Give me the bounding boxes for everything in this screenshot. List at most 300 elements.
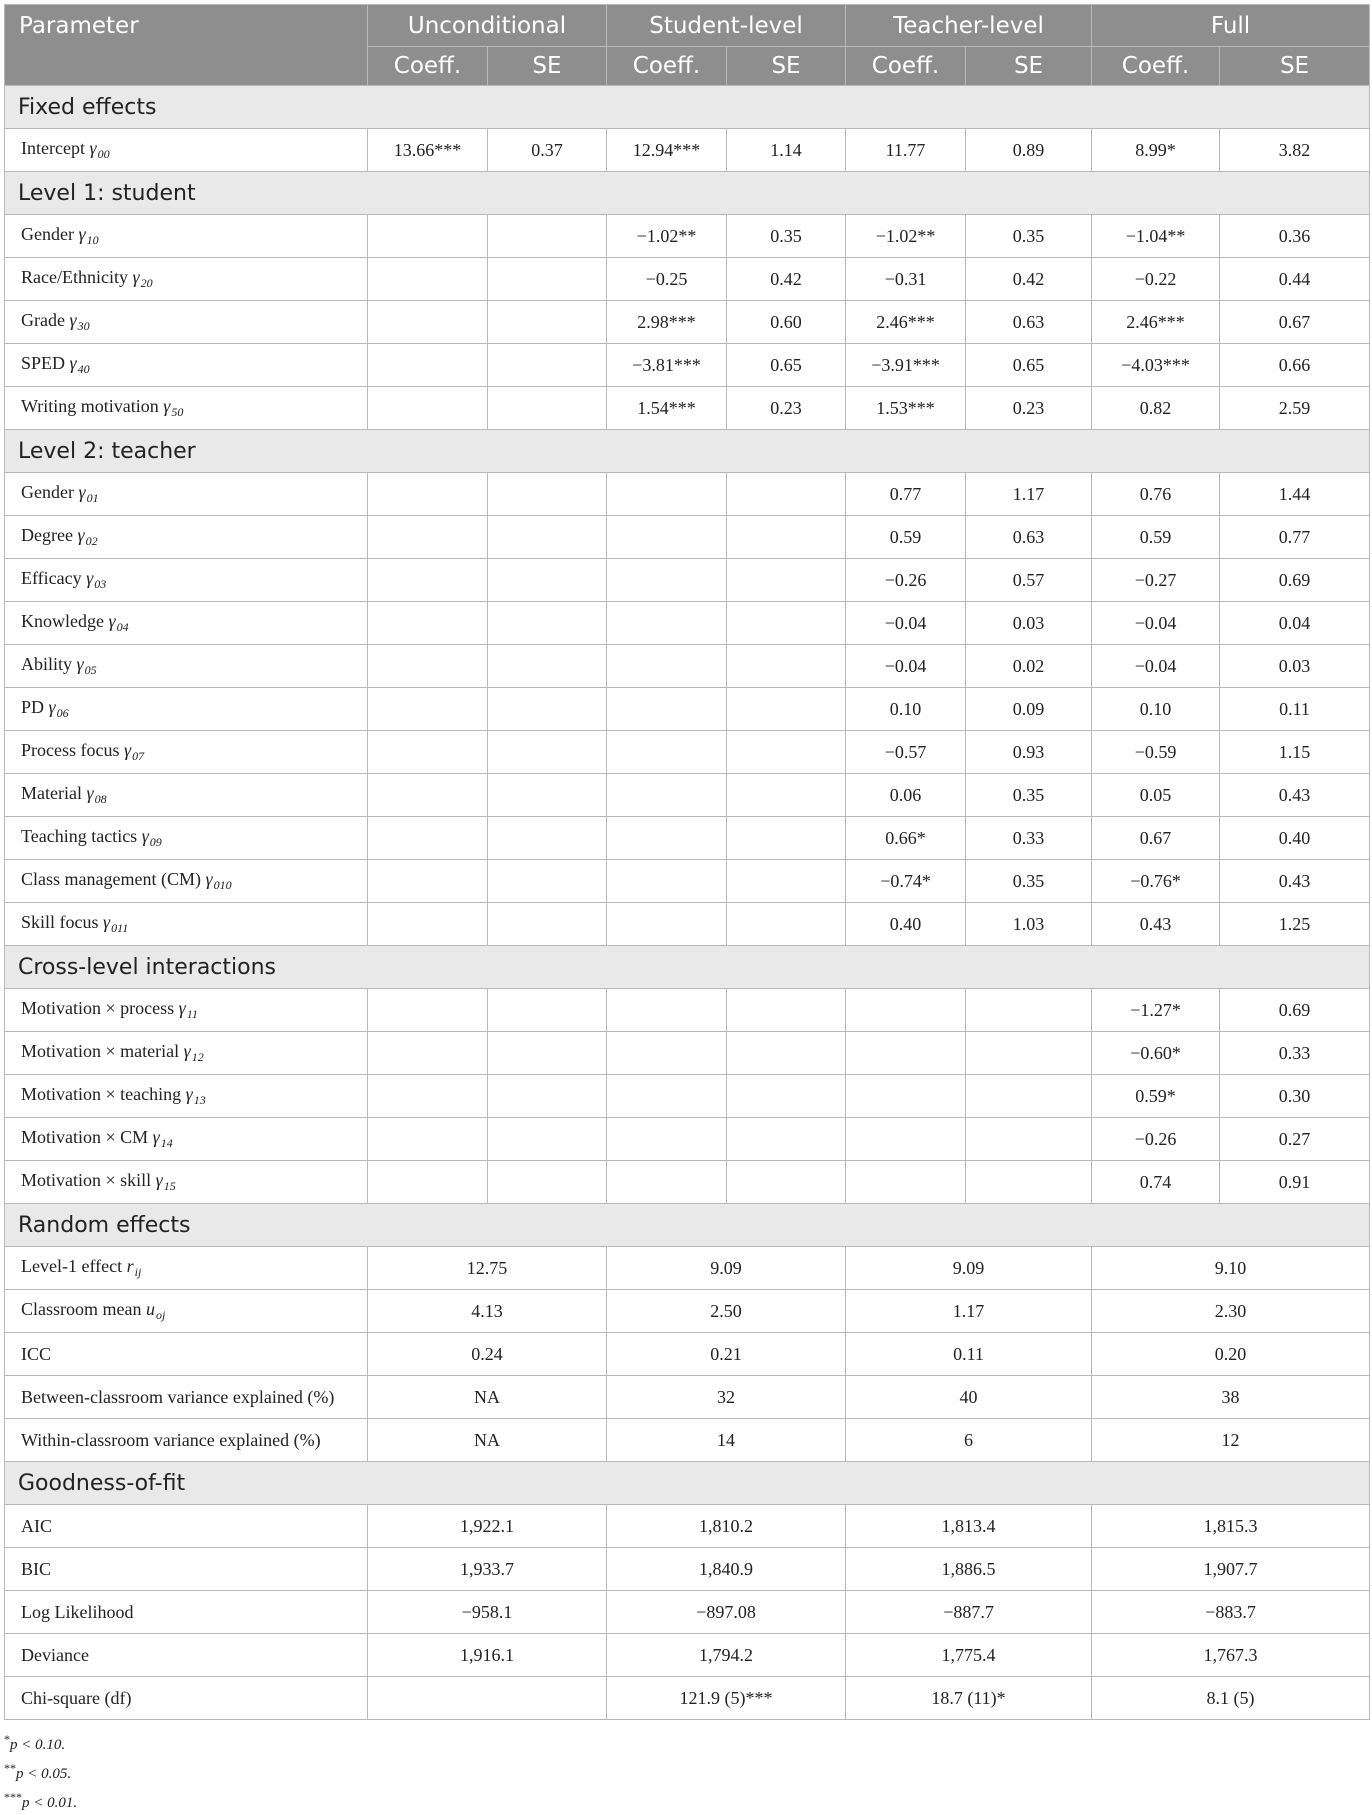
- row-label: [5, 602, 368, 645]
- table-cell: 12.94***: [607, 129, 727, 172]
- table-cell: 1,922.1: [368, 1505, 607, 1548]
- row-label: [5, 473, 368, 516]
- table-cell: 0.44: [1220, 258, 1370, 301]
- row-subscript: ij: [134, 1265, 142, 1279]
- row-label-text: Grade: [21, 310, 65, 330]
- table-cell: 1.14: [727, 129, 846, 172]
- table-cell: −0.76*: [1092, 860, 1220, 903]
- table-cell: 0.59*: [1092, 1075, 1220, 1118]
- table-cell: 2.59: [1220, 387, 1370, 430]
- table-row: [5, 129, 1370, 172]
- table-cell: [368, 1032, 488, 1075]
- table-cell: 0.30: [1220, 1075, 1370, 1118]
- table-cell: [488, 559, 607, 602]
- header-se: SE: [488, 47, 607, 86]
- table-cell: −3.81***: [607, 344, 727, 387]
- table-cell: 0.03: [966, 602, 1092, 645]
- table-container: [4, 4, 1369, 1815]
- footnote-text: p < 0.10.: [10, 1737, 66, 1753]
- section-header: [5, 172, 1370, 215]
- table-cell: 1,886.5: [846, 1548, 1092, 1591]
- table-cell: 0.43: [1220, 860, 1370, 903]
- table-cell: 0.06: [846, 774, 966, 817]
- table-row: [5, 1247, 1370, 1290]
- table-cell: [488, 344, 607, 387]
- row-label: [5, 559, 368, 602]
- table-cell: 0.91: [1220, 1161, 1370, 1204]
- table-cell: 0.77: [1220, 516, 1370, 559]
- table-row: [5, 301, 1370, 344]
- table-row: [5, 1376, 1370, 1419]
- table-cell: [727, 817, 846, 860]
- table-cell: [727, 473, 846, 516]
- row-subscript: 13: [193, 1093, 206, 1107]
- table-cell: 0.11: [1220, 688, 1370, 731]
- table-row: [5, 903, 1370, 946]
- table-cell: 0.65: [727, 344, 846, 387]
- table-cell: 0.67: [1092, 817, 1220, 860]
- row-label: [5, 1376, 368, 1419]
- table-cell: [966, 1118, 1092, 1161]
- table-cell: −1.02**: [846, 215, 966, 258]
- row-subscript: 010: [213, 878, 232, 892]
- header-se: SE: [727, 47, 846, 86]
- header-group-teacher-level: Teacher-level: [846, 5, 1092, 47]
- row-symbol: γ: [155, 1170, 163, 1190]
- row-symbol: γ: [183, 1041, 191, 1061]
- table-cell: 1,767.3: [1092, 1634, 1370, 1677]
- row-label: [5, 344, 368, 387]
- table-cell: 2.30: [1092, 1290, 1370, 1333]
- section-title: Cross-level interactions: [5, 946, 1370, 989]
- table-cell: −1.02**: [607, 215, 727, 258]
- row-subscript: 02: [85, 534, 98, 548]
- table-cell: 0.93: [966, 731, 1092, 774]
- row-symbol: γ: [152, 1127, 160, 1147]
- row-label-text: Motivation × teaching: [21, 1084, 182, 1104]
- table-cell: 0.42: [966, 258, 1092, 301]
- row-label-text: Writing motivation: [21, 396, 159, 416]
- row-label: [5, 860, 368, 903]
- table-cell: −0.74*: [846, 860, 966, 903]
- section-header: [5, 430, 1370, 473]
- table-cell: 6: [846, 1419, 1092, 1462]
- table-cell: [368, 602, 488, 645]
- row-subscript: 00: [97, 147, 110, 161]
- row-label-text: Classroom mean: [21, 1299, 142, 1319]
- row-label-text: Knowledge: [21, 611, 104, 631]
- table-cell: 14: [607, 1419, 846, 1462]
- row-label: [5, 1677, 368, 1720]
- table-cell: 12: [1092, 1419, 1370, 1462]
- section-title: Level 2: teacher: [5, 430, 1370, 473]
- table-cell: −883.7: [1092, 1591, 1370, 1634]
- row-symbol: γ: [78, 482, 86, 502]
- row-label-text: Process focus: [21, 740, 120, 760]
- table-cell: [368, 387, 488, 430]
- row-subscript: 03: [94, 577, 107, 591]
- table-cell: 0.35: [966, 860, 1092, 903]
- row-label-text: Intercept: [21, 138, 85, 158]
- table-cell: [488, 1118, 607, 1161]
- table-cell: [607, 1075, 727, 1118]
- table-footnotes: [4, 1728, 1369, 1815]
- row-label-text: SPED: [21, 353, 66, 373]
- table-cell: 0.35: [966, 774, 1092, 817]
- table-cell: 1,933.7: [368, 1548, 607, 1591]
- table-cell: [607, 1032, 727, 1075]
- row-symbol: γ: [103, 912, 111, 932]
- row-label: [5, 301, 368, 344]
- row-label-text: Class management (CM): [21, 869, 201, 889]
- footnote-text: p < 0.05.: [16, 1766, 72, 1782]
- row-subscript: 07: [132, 749, 145, 763]
- table-cell: [368, 516, 488, 559]
- table-cell: 0.10: [846, 688, 966, 731]
- table-cell: [488, 817, 607, 860]
- table-cell: [488, 215, 607, 258]
- row-label-text: Chi-square (df): [21, 1687, 132, 1708]
- row-symbol: r: [126, 1256, 134, 1276]
- footnote: [4, 1728, 1369, 1757]
- table-cell: [368, 903, 488, 946]
- row-label: [5, 688, 368, 731]
- table-row: [5, 1118, 1370, 1161]
- table-cell: −958.1: [368, 1591, 607, 1634]
- table-cell: [368, 215, 488, 258]
- table-row: [5, 516, 1370, 559]
- row-label-text: ICC: [21, 1343, 52, 1364]
- row-symbol: γ: [163, 396, 171, 416]
- row-symbol: u: [145, 1299, 155, 1319]
- row-label: [5, 1118, 368, 1161]
- table-cell: 0.74: [1092, 1161, 1220, 1204]
- table-cell: [488, 258, 607, 301]
- table-cell: NA: [368, 1419, 607, 1462]
- row-label-text: Gender: [21, 224, 74, 244]
- table-cell: −3.91***: [846, 344, 966, 387]
- table-row: [5, 688, 1370, 731]
- table-cell: [846, 1118, 966, 1161]
- table-cell: 0.66*: [846, 817, 966, 860]
- row-symbol: γ: [89, 138, 97, 158]
- table-cell: [607, 473, 727, 516]
- table-cell: [607, 774, 727, 817]
- row-label-text: BIC: [21, 1558, 52, 1579]
- header-se: SE: [1220, 47, 1370, 86]
- table-cell: [846, 1075, 966, 1118]
- header-parameter: Parameter: [5, 5, 368, 86]
- row-label-text: Motivation × CM: [21, 1127, 149, 1147]
- table-cell: 1,810.2: [607, 1505, 846, 1548]
- table-row: [5, 1548, 1370, 1591]
- table-cell: 9.09: [607, 1247, 846, 1290]
- table-cell: [727, 602, 846, 645]
- table-row: [5, 1075, 1370, 1118]
- row-label: [5, 516, 368, 559]
- row-symbol: γ: [69, 353, 77, 373]
- section-title: Fixed effects: [5, 86, 1370, 129]
- table-row: [5, 1419, 1370, 1462]
- table-cell: −0.04: [846, 645, 966, 688]
- table-cell: 2.46***: [846, 301, 966, 344]
- table-cell: −0.26: [1092, 1118, 1220, 1161]
- section-title: Goodness-of-fit: [5, 1462, 1370, 1505]
- table-cell: [727, 774, 846, 817]
- table-cell: 0.69: [1220, 989, 1370, 1032]
- row-subscript: oj: [155, 1308, 166, 1322]
- row-label-text: Deviance: [21, 1644, 89, 1665]
- table-cell: [966, 1161, 1092, 1204]
- table-cell: 11.77: [846, 129, 966, 172]
- table-cell: [488, 645, 607, 688]
- table-cell: 0.03: [1220, 645, 1370, 688]
- table-cell: 0.82: [1092, 387, 1220, 430]
- footnote-mark: **: [4, 1761, 16, 1775]
- table-cell: [368, 301, 488, 344]
- table-cell: 4.13: [368, 1290, 607, 1333]
- table-cell: [607, 602, 727, 645]
- table-cell: [488, 688, 607, 731]
- row-subscript: 10: [86, 233, 99, 247]
- table-cell: [966, 1075, 1092, 1118]
- table-cell: 0.43: [1220, 774, 1370, 817]
- table-cell: 0.40: [1220, 817, 1370, 860]
- table-cell: [488, 516, 607, 559]
- table-cell: [368, 645, 488, 688]
- table-cell: 8.99*: [1092, 129, 1220, 172]
- table-cell: [846, 1032, 966, 1075]
- row-label-text: Material: [21, 783, 82, 803]
- row-label: [5, 258, 368, 301]
- table-cell: 0.05: [1092, 774, 1220, 817]
- table-body: [5, 86, 1370, 1720]
- table-cell: [607, 516, 727, 559]
- table-cell: −0.25: [607, 258, 727, 301]
- table-row: [5, 817, 1370, 860]
- table-cell: [727, 1075, 846, 1118]
- table-cell: 1,813.4: [846, 1505, 1092, 1548]
- table-cell: 0.77: [846, 473, 966, 516]
- header-coeff: Coeff.: [846, 47, 966, 86]
- table-cell: [488, 301, 607, 344]
- table-cell: −1.27*: [1092, 989, 1220, 1032]
- table-row: [5, 1161, 1370, 1204]
- table-cell: 121.9 (5)***: [607, 1677, 846, 1720]
- table-cell: 0.11: [846, 1333, 1092, 1376]
- table-row: [5, 473, 1370, 516]
- table-cell: −0.04: [846, 602, 966, 645]
- table-cell: [488, 860, 607, 903]
- table-cell: 0.35: [727, 215, 846, 258]
- table-row: [5, 1677, 1370, 1720]
- row-label: [5, 903, 368, 946]
- row-subscript: 05: [84, 663, 97, 677]
- table-cell: −0.22: [1092, 258, 1220, 301]
- footnote-mark: ***: [4, 1790, 22, 1804]
- table-cell: [607, 817, 727, 860]
- table-cell: [368, 1075, 488, 1118]
- table-cell: [727, 645, 846, 688]
- row-label: [5, 387, 368, 430]
- row-label-text: Motivation × process: [21, 998, 175, 1018]
- table-cell: 1.53***: [846, 387, 966, 430]
- row-label-text: Gender: [21, 482, 74, 502]
- table-cell: 1.54***: [607, 387, 727, 430]
- row-label: [5, 1548, 368, 1591]
- table-row: [5, 774, 1370, 817]
- row-label: [5, 1634, 368, 1677]
- table-cell: 0.24: [368, 1333, 607, 1376]
- table-cell: 1.25: [1220, 903, 1370, 946]
- table-cell: 0.63: [966, 516, 1092, 559]
- table-cell: −0.31: [846, 258, 966, 301]
- table-cell: [727, 1032, 846, 1075]
- table-cell: 0.35: [966, 215, 1092, 258]
- table-cell: [727, 559, 846, 602]
- row-label-text: Ability: [21, 654, 73, 674]
- table-cell: 1,794.2: [607, 1634, 846, 1677]
- table-cell: 0.69: [1220, 559, 1370, 602]
- table-row: [5, 1634, 1370, 1677]
- table-cell: [488, 1161, 607, 1204]
- table-cell: 0.04: [1220, 602, 1370, 645]
- table-cell: −4.03***: [1092, 344, 1220, 387]
- table-cell: 13.66***: [368, 129, 488, 172]
- table-cell: 32: [607, 1376, 846, 1419]
- table-cell: 0.59: [1092, 516, 1220, 559]
- table-cell: [727, 989, 846, 1032]
- table-cell: −0.04: [1092, 645, 1220, 688]
- table-cell: [488, 473, 607, 516]
- table-cell: 1,775.4: [846, 1634, 1092, 1677]
- table-cell: [368, 817, 488, 860]
- table-cell: [727, 688, 846, 731]
- table-cell: [727, 731, 846, 774]
- table-row: [5, 1290, 1370, 1333]
- table-cell: [607, 1118, 727, 1161]
- header-group-full: Full: [1092, 5, 1370, 47]
- row-subscript: 50: [171, 405, 184, 419]
- table-cell: 0.57: [966, 559, 1092, 602]
- table-cell: [368, 1677, 607, 1720]
- table-cell: −0.04: [1092, 602, 1220, 645]
- table-cell: [846, 1161, 966, 1204]
- table-cell: 1,815.3: [1092, 1505, 1370, 1548]
- table-row: [5, 860, 1370, 903]
- row-subscript: 15: [163, 1179, 176, 1193]
- table-cell: [607, 559, 727, 602]
- table-cell: [488, 989, 607, 1032]
- row-symbol: γ: [76, 654, 84, 674]
- row-subscript: 08: [94, 792, 107, 806]
- table-cell: 1.44: [1220, 473, 1370, 516]
- table-cell: −887.7: [846, 1591, 1092, 1634]
- table-cell: 0.89: [966, 129, 1092, 172]
- table-cell: −0.57: [846, 731, 966, 774]
- table-cell: [488, 1032, 607, 1075]
- row-symbol: γ: [69, 310, 77, 330]
- row-label: [5, 1161, 368, 1204]
- section-header: [5, 86, 1370, 129]
- row-symbol: γ: [86, 783, 94, 803]
- row-label: [5, 989, 368, 1032]
- row-label: [5, 817, 368, 860]
- table-cell: −0.26: [846, 559, 966, 602]
- table-cell: 9.09: [846, 1247, 1092, 1290]
- table-cell: 0.60: [727, 301, 846, 344]
- table-cell: 12.75: [368, 1247, 607, 1290]
- table-cell: −1.04**: [1092, 215, 1220, 258]
- table-cell: 3.82: [1220, 129, 1370, 172]
- table-cell: [368, 344, 488, 387]
- row-subscript: 20: [140, 276, 153, 290]
- table-cell: 2.50: [607, 1290, 846, 1333]
- row-label-text: Log Likelihood: [21, 1601, 134, 1622]
- table-cell: −0.59: [1092, 731, 1220, 774]
- row-subscript: 011: [111, 921, 129, 935]
- table-cell: 0.76: [1092, 473, 1220, 516]
- row-subscript: 09: [149, 835, 162, 849]
- table-cell: [607, 688, 727, 731]
- table-cell: 0.36: [1220, 215, 1370, 258]
- row-label-text: AIC: [21, 1515, 52, 1536]
- table-cell: [727, 516, 846, 559]
- table-cell: 0.65: [966, 344, 1092, 387]
- table-row: [5, 387, 1370, 430]
- table-cell: [488, 774, 607, 817]
- row-symbol: γ: [178, 998, 186, 1018]
- row-symbol: γ: [132, 267, 140, 287]
- table-cell: 18.7 (11)*: [846, 1677, 1092, 1720]
- row-label: [5, 1591, 368, 1634]
- row-label-text: Degree: [21, 525, 73, 545]
- row-subscript: 12: [191, 1050, 204, 1064]
- row-symbol: γ: [141, 826, 149, 846]
- table-cell: [368, 559, 488, 602]
- header-group-unconditional: Unconditional: [368, 5, 607, 47]
- table-cell: NA: [368, 1376, 607, 1419]
- table-cell: 0.42: [727, 258, 846, 301]
- footnote-text: p < 0.01.: [22, 1795, 78, 1811]
- table-row: [5, 602, 1370, 645]
- table-cell: −897.08: [607, 1591, 846, 1634]
- table-cell: [368, 258, 488, 301]
- table-cell: [607, 860, 727, 903]
- header-group-student-level: Student-level: [607, 5, 846, 47]
- row-symbol: γ: [86, 568, 94, 588]
- table-cell: 0.37: [488, 129, 607, 172]
- table-cell: 0.27: [1220, 1118, 1370, 1161]
- row-symbol: γ: [123, 740, 132, 760]
- table-cell: [488, 1075, 607, 1118]
- table-row: [5, 1032, 1370, 1075]
- row-label: [5, 645, 368, 688]
- table-cell: [368, 860, 488, 903]
- table-cell: [846, 989, 966, 1032]
- table-row: [5, 1591, 1370, 1634]
- row-symbol: γ: [108, 611, 116, 631]
- table-cell: 8.1 (5): [1092, 1677, 1370, 1720]
- row-label: [5, 129, 368, 172]
- table-row: [5, 989, 1370, 1032]
- row-symbol: γ: [185, 1084, 193, 1104]
- table-row: [5, 731, 1370, 774]
- row-label: [5, 1290, 368, 1333]
- table-cell: [727, 903, 846, 946]
- section-header: [5, 1204, 1370, 1247]
- table-cell: 0.40: [846, 903, 966, 946]
